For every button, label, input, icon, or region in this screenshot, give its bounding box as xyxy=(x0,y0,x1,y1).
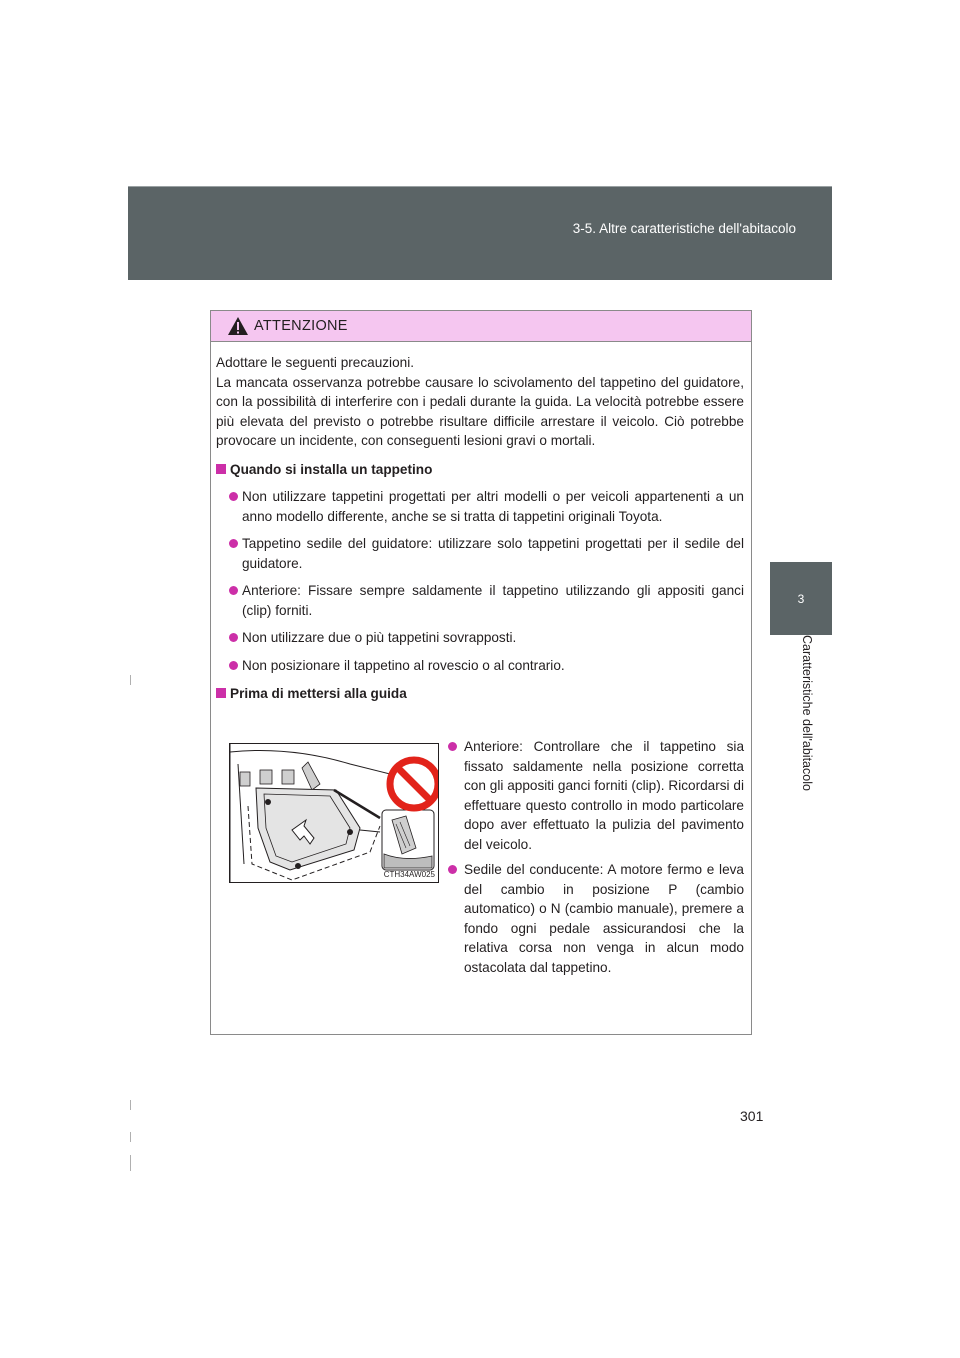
floor-mat-drawing xyxy=(230,744,438,882)
warning-intro xyxy=(216,353,744,451)
list-item xyxy=(216,628,744,648)
bullet-dot-icon xyxy=(448,742,457,751)
crop-mark xyxy=(130,675,131,685)
crop-mark xyxy=(130,1100,131,1110)
page-number: 301 xyxy=(740,1108,764,1124)
list-item-text: Sedile del conducente: A motore fermo e leva del cambio in posizione P (cambio automatico) o N (cambio manuale), premere a fondo ogni pedale assicurandosi che la relativa corsa non venga in alcun modo ostacolata dal tappetino. xyxy=(464,862,744,975)
warning-box xyxy=(210,310,752,1035)
section-heading-install xyxy=(216,460,744,480)
header-divider xyxy=(128,186,832,187)
bullet-dot-icon xyxy=(448,865,457,874)
bullet-dot-icon xyxy=(229,539,238,548)
section-title: 3-5. Altre caratteristiche dell'abitacolo xyxy=(572,221,796,236)
warning-content xyxy=(216,353,744,704)
crop-mark xyxy=(130,1132,131,1142)
chapter-label: Caratteristiche dell'abitacolo xyxy=(800,635,814,791)
warning-triangle-icon xyxy=(227,316,249,336)
warning-title: ATTENZIONE xyxy=(254,318,348,334)
list-item-text: Non utilizzare due o più tappetini sovrapposti. xyxy=(242,630,517,645)
bullet-dot-icon xyxy=(229,633,238,642)
list-item-text: Anteriore: Controllare che il tappetino sia fissato saldamente nella posizione corretta con gli appositi ganci forniti (clip). Ricordarsi di effettuare questo controllo in modo particolare dopo aver effettuato la pulizia del pavimento del veicolo. xyxy=(464,739,744,852)
list-item-text: Anteriore: Fissare sempre saldamente il tappetino utilizzando gli appositi ganci (clip) forniti. xyxy=(242,583,744,618)
chapter-tab xyxy=(770,562,832,635)
list-item-text: Non posizionare il tappetino al rovescio o al contrario. xyxy=(242,657,565,673)
before-driving-list xyxy=(448,737,744,983)
header-bar xyxy=(128,186,832,280)
prohibition-icon xyxy=(390,760,438,808)
list-item xyxy=(216,487,744,526)
section-heading-before-driving xyxy=(216,684,744,704)
intro-line: Adottare le seguenti precauzioni. xyxy=(216,355,414,370)
square-bullet-icon xyxy=(216,464,226,474)
list-item-text: Non utilizzare tappetini progettati per altri modelli o per veicoli appartenenti a un anno modello differente, anche se si tratta di tappetini originali Toyota. xyxy=(242,489,744,524)
list-item xyxy=(216,581,744,620)
list-item xyxy=(216,534,744,573)
bullet-dot-icon xyxy=(229,586,238,595)
bullet-dot-icon xyxy=(229,492,238,501)
section-heading-text: Quando si installa un tappetino xyxy=(230,461,433,477)
list-item xyxy=(448,860,744,977)
intro-paragraph: La mancata osservanza potrebbe causare lo scivolamento del tappetino del guidatore, con la possibilità di interferire con i pedali durante la guida. La velocità potrebbe essere più elevata del previsto o potrebbe risultare difficile arrestare il veicolo. Ciò potrebbe provocare un incidente, con conseguenti lesioni gravi o mortali. xyxy=(216,374,744,448)
square-bullet-icon xyxy=(216,688,226,698)
warning-header xyxy=(211,311,751,342)
list-item xyxy=(448,737,744,854)
crop-mark xyxy=(130,1155,131,1171)
figure-code: CTH34AW025 xyxy=(383,870,435,879)
list-item-text: Tappetino sedile del guidatore: utilizzare solo tappetini progettati per il sedile del guidatore. xyxy=(242,536,744,571)
list-item xyxy=(216,656,744,676)
section-heading-text: Prima di mettersi alla guida xyxy=(230,686,407,701)
chapter-number: 3 xyxy=(797,592,805,606)
floor-mat-illustration xyxy=(229,743,439,883)
bullet-dot-icon xyxy=(229,661,238,670)
install-precautions-list xyxy=(216,487,744,675)
